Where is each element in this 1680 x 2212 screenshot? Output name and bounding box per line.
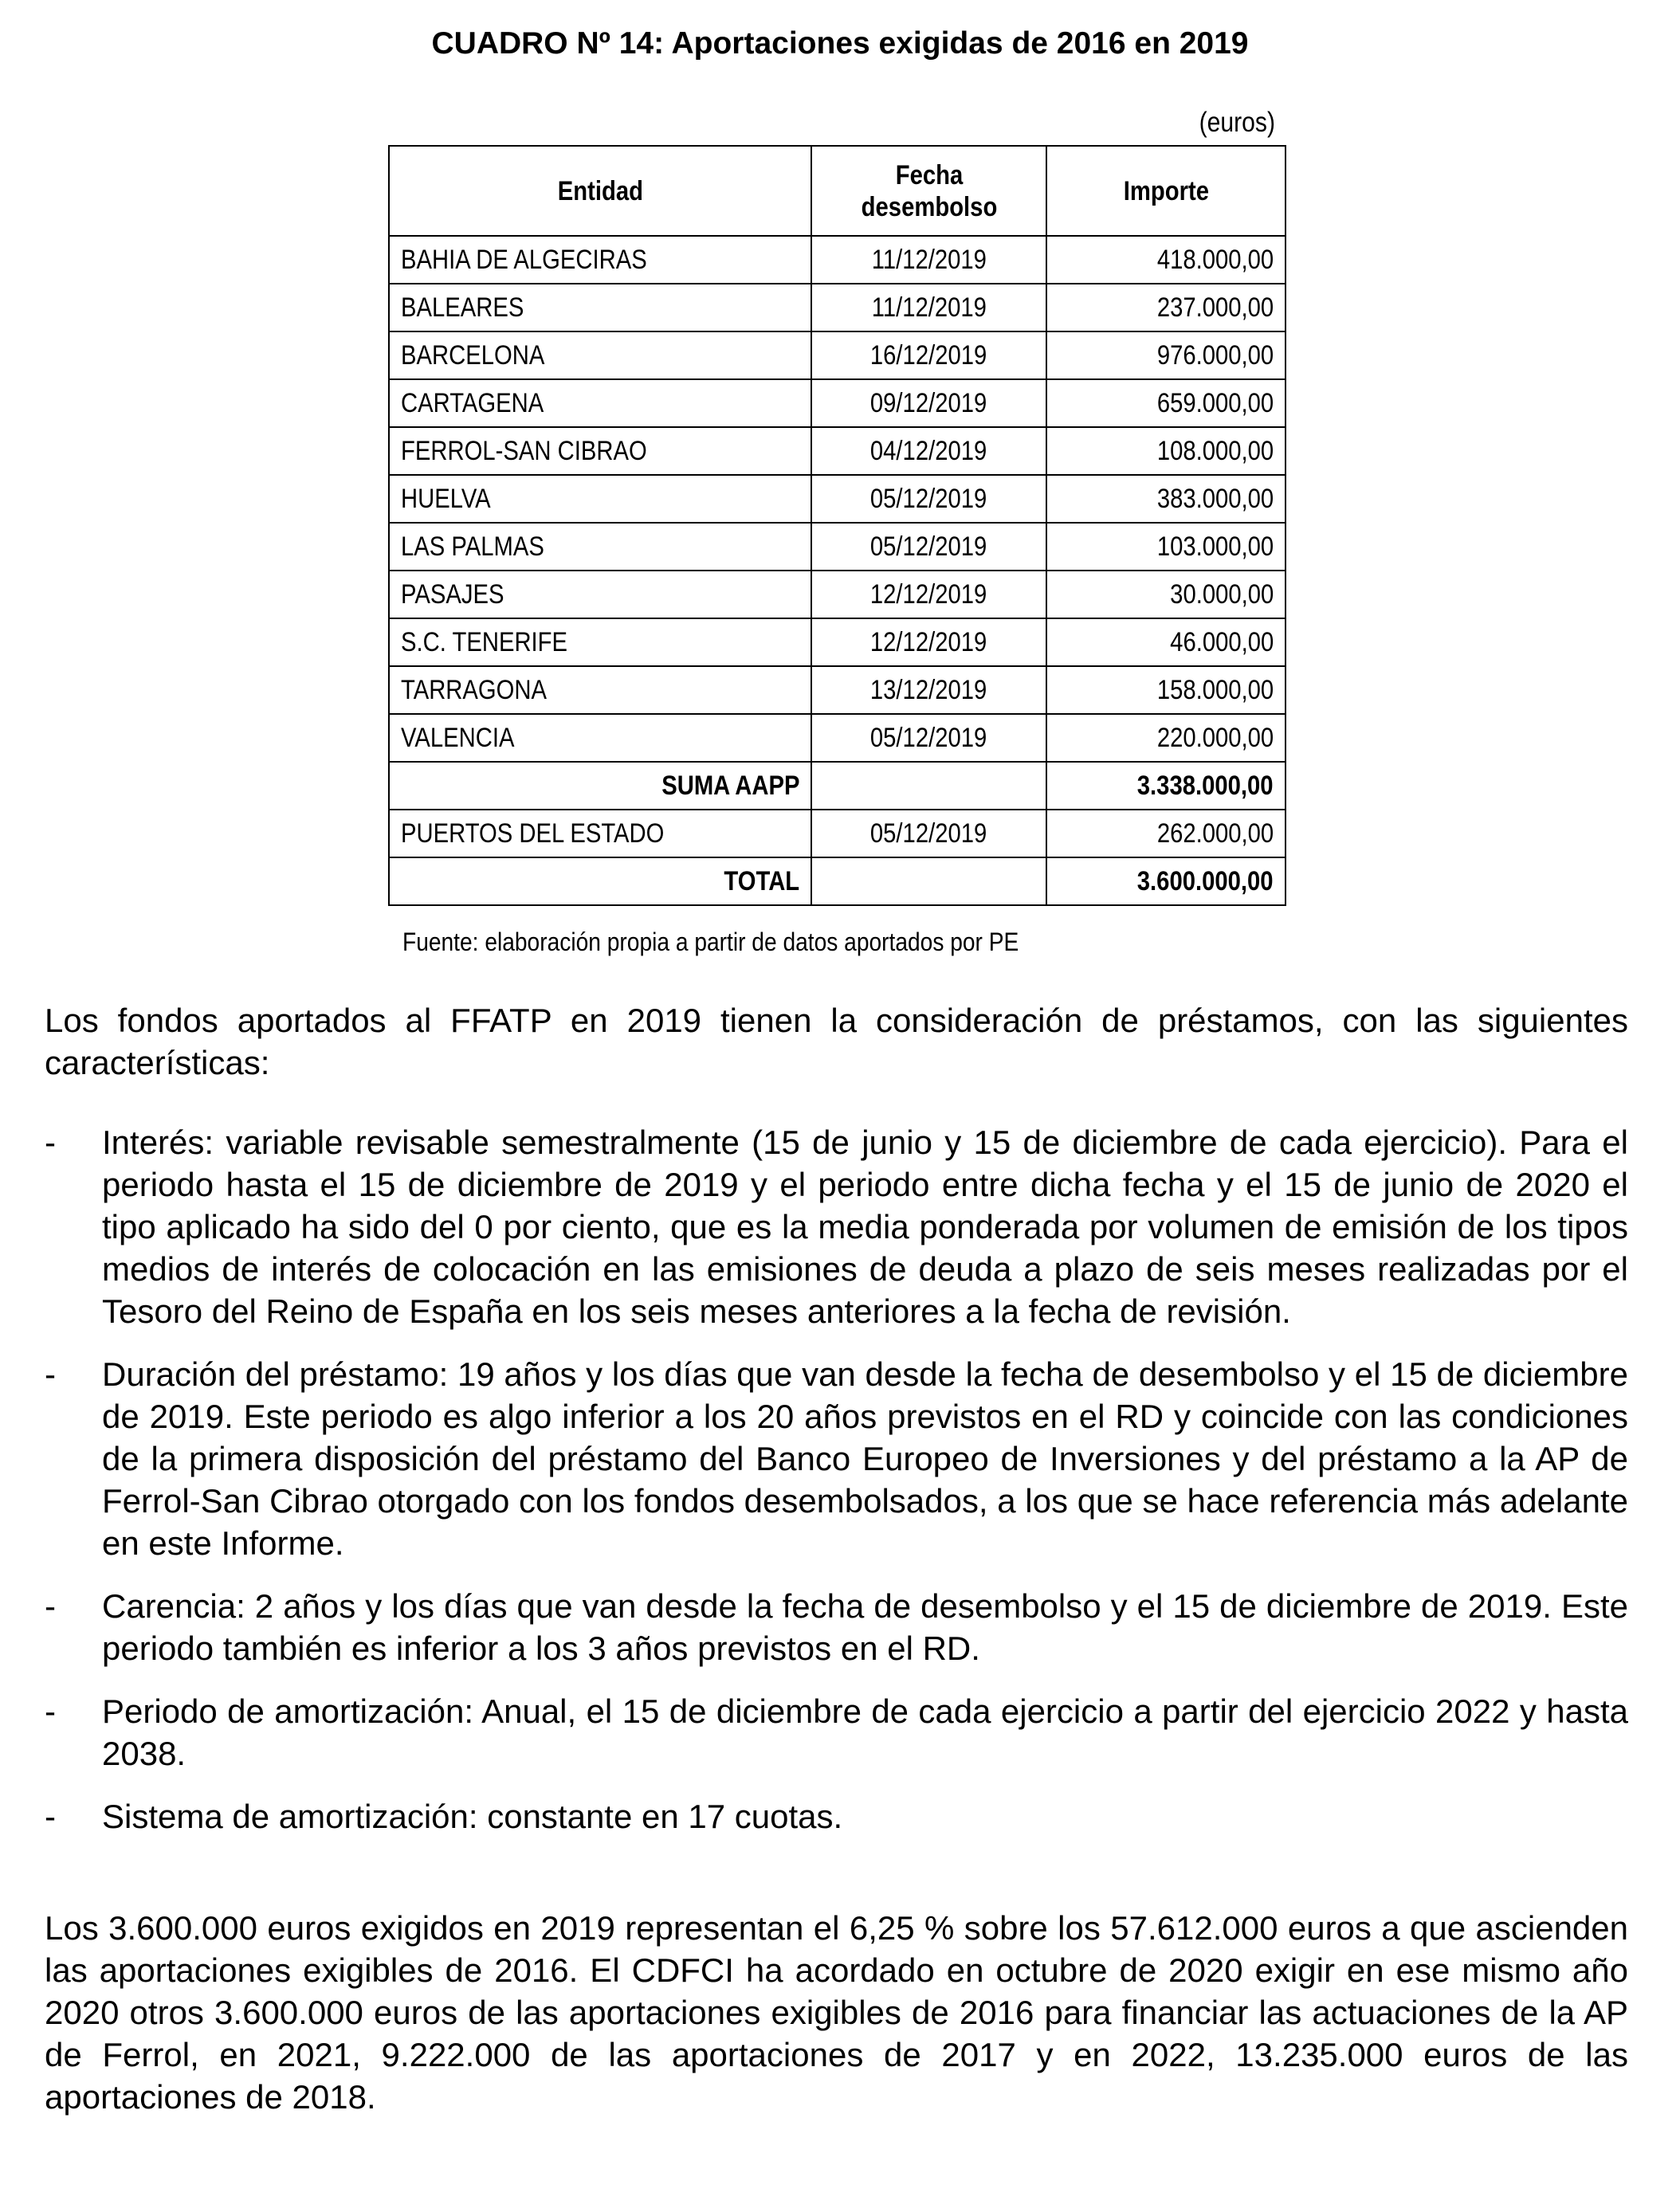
table-row [389, 714, 1286, 762]
cell-entidad: HUELVA [389, 475, 811, 523]
cell-entidad: PASAJES [389, 571, 811, 618]
suma-row [389, 762, 1286, 810]
cell-importe: 46.000,00 [1046, 618, 1286, 666]
bullet-dash: - [45, 1124, 56, 1161]
list-item-text: Sistema de amortización: constante en 17 cuotas. [102, 1798, 843, 1835]
total-row [389, 857, 1286, 905]
cell-fecha: 11/12/2019 [811, 284, 1046, 331]
bullet-dash: - [45, 1355, 56, 1393]
characteristics-list [45, 1121, 1628, 1858]
cell-importe: 383.000,00 [1046, 475, 1286, 523]
cell-importe: 220.000,00 [1046, 714, 1286, 762]
suma-importe: 3.338.000,00 [1046, 762, 1286, 810]
cell-importe: 30.000,00 [1046, 571, 1286, 618]
table-row [389, 475, 1286, 523]
cell-entidad: VALENCIA [389, 714, 811, 762]
intro-paragraph: Los fondos aportados al FFATP en 2019 tienen la consideración de préstamos, con las siguientes características: [45, 1002, 1628, 1081]
cell-importe: 108.000,00 [1046, 427, 1286, 475]
cell-fecha: 12/12/2019 [811, 618, 1046, 666]
units-label: (euros) [1199, 107, 1275, 138]
contributions-table [388, 145, 1286, 906]
list-item [45, 1795, 1628, 1837]
puertos-fecha: 05/12/2019 [811, 810, 1046, 857]
table-row [389, 666, 1286, 714]
bullet-dash: - [45, 1587, 56, 1625]
table-source: Fuente: elaboración propia a partir de datos aportados por PE [402, 928, 1019, 956]
cell-fecha: 16/12/2019 [811, 331, 1046, 379]
suma-label: SUMA AAPP [389, 762, 811, 810]
cell-importe: 418.000,00 [1046, 236, 1286, 284]
cell-fecha: 13/12/2019 [811, 666, 1046, 714]
table-header-row [389, 146, 1286, 236]
list-item-text: Interés: variable revisable semestralmente (15 de junio y 15 de diciembre de cada ejercicio). Para el periodo hasta el 15 de diciembre de 2019 y el periodo entre dicha fecha y el 15 de junio de 2020 el tipo aplicado ha sido del 0 por ciento, que es la media ponderada por volumen de emisión de los tipos medios de interés de colocación en las emisiones de deuda a plazo de seis meses realizadas por el Tesoro del Reino de España en los seis meses anteriores a la fecha de revisión. [102, 1124, 1628, 1330]
puertos-entidad: PUERTOS DEL ESTADO [389, 810, 811, 857]
cell-importe: 976.000,00 [1046, 331, 1286, 379]
puertos-importe: 262.000,00 [1046, 810, 1286, 857]
cell-fecha: 05/12/2019 [811, 475, 1046, 523]
cell-importe: 659.000,00 [1046, 379, 1286, 427]
cell-fecha: 11/12/2019 [811, 236, 1046, 284]
cell-entidad: CARTAGENA [389, 379, 811, 427]
list-item [45, 1121, 1628, 1332]
table-row [389, 427, 1286, 475]
cell-fecha: 09/12/2019 [811, 379, 1046, 427]
cell-entidad: TARRAGONA [389, 666, 811, 714]
cell-fecha: 04/12/2019 [811, 427, 1046, 475]
cell-entidad: BAHIA DE ALGECIRAS [389, 236, 811, 284]
cell-entidad: BALEARES [389, 284, 811, 331]
closing-paragraph: Los 3.600.000 euros exigidos en 2019 representan el 6,25 % sobre los 57.612.000 euros a que ascienden las aportaciones exigibles de 2016. El CDFCI ha acordado en octubre de 2020 exigir en ese mismo año 2020 otros 3.600.000 euros de las aportaciones exigibles de 2016 para financiar las actuaciones de la AP de Ferrol, en 2021, 9.222.000 de las aportaciones de 2017 y en 2022, 13.235.000 euros de las aportaciones de 2018. [45, 1909, 1628, 2116]
list-item-text: Duración del préstamo: 19 años y los días que van desde la fecha de desembolso y el 15 de diciembre de 2019. Este periodo es algo inferior a los 20 años previstos en el RD y coincide con las condiciones de la primera disposición del préstamo del Banco Europeo de Inversiones y del préstamo a la AP de Ferrol-San Cibrao otorgado con los fondos desembolsados, a los que se hace referencia más adelante en este Informe. [102, 1355, 1628, 1562]
cell-importe: 158.000,00 [1046, 666, 1286, 714]
table-row [389, 236, 1286, 284]
list-item-text: Carencia: 2 años y los días que van desde la fecha de desembolso y el 15 de diciembre de 2019. Este periodo también es inferior a los 3 años previstos en el RD. [102, 1587, 1628, 1667]
table-row [389, 618, 1286, 666]
header-entidad: Entidad [389, 146, 811, 236]
bullet-dash: - [45, 1692, 56, 1730]
cell-entidad: S.C. TENERIFE [389, 618, 811, 666]
total-importe: 3.600.000,00 [1046, 857, 1286, 905]
list-item [45, 1690, 1628, 1775]
list-item [45, 1585, 1628, 1669]
table-row [389, 284, 1286, 331]
cell-importe: 237.000,00 [1046, 284, 1286, 331]
puertos-row [389, 810, 1286, 857]
suma-fecha [811, 762, 1046, 810]
cell-importe: 103.000,00 [1046, 523, 1286, 571]
bullet-dash: - [45, 1798, 56, 1835]
table-row [389, 523, 1286, 571]
cell-fecha: 12/12/2019 [811, 571, 1046, 618]
header-fecha: Fecha desembolso [811, 146, 1046, 236]
table-row [389, 331, 1286, 379]
cell-entidad: BARCELONA [389, 331, 811, 379]
cell-entidad: LAS PALMAS [389, 523, 811, 571]
header-importe: Importe [1046, 146, 1286, 236]
total-label: TOTAL [389, 857, 811, 905]
table-title: CUADRO Nº 14: Aportaciones exigidas de 2016 en 2019 [431, 26, 1249, 61]
list-item-text: Periodo de amortización: Anual, el 15 de diciembre de cada ejercicio a partir del ejercicio 2022 y hasta 2038. [102, 1692, 1628, 1772]
list-item [45, 1353, 1628, 1564]
table-row [389, 571, 1286, 618]
total-fecha [811, 857, 1046, 905]
cell-fecha: 05/12/2019 [811, 523, 1046, 571]
cell-fecha: 05/12/2019 [811, 714, 1046, 762]
cell-entidad: FERROL-SAN CIBRAO [389, 427, 811, 475]
table-row [389, 379, 1286, 427]
